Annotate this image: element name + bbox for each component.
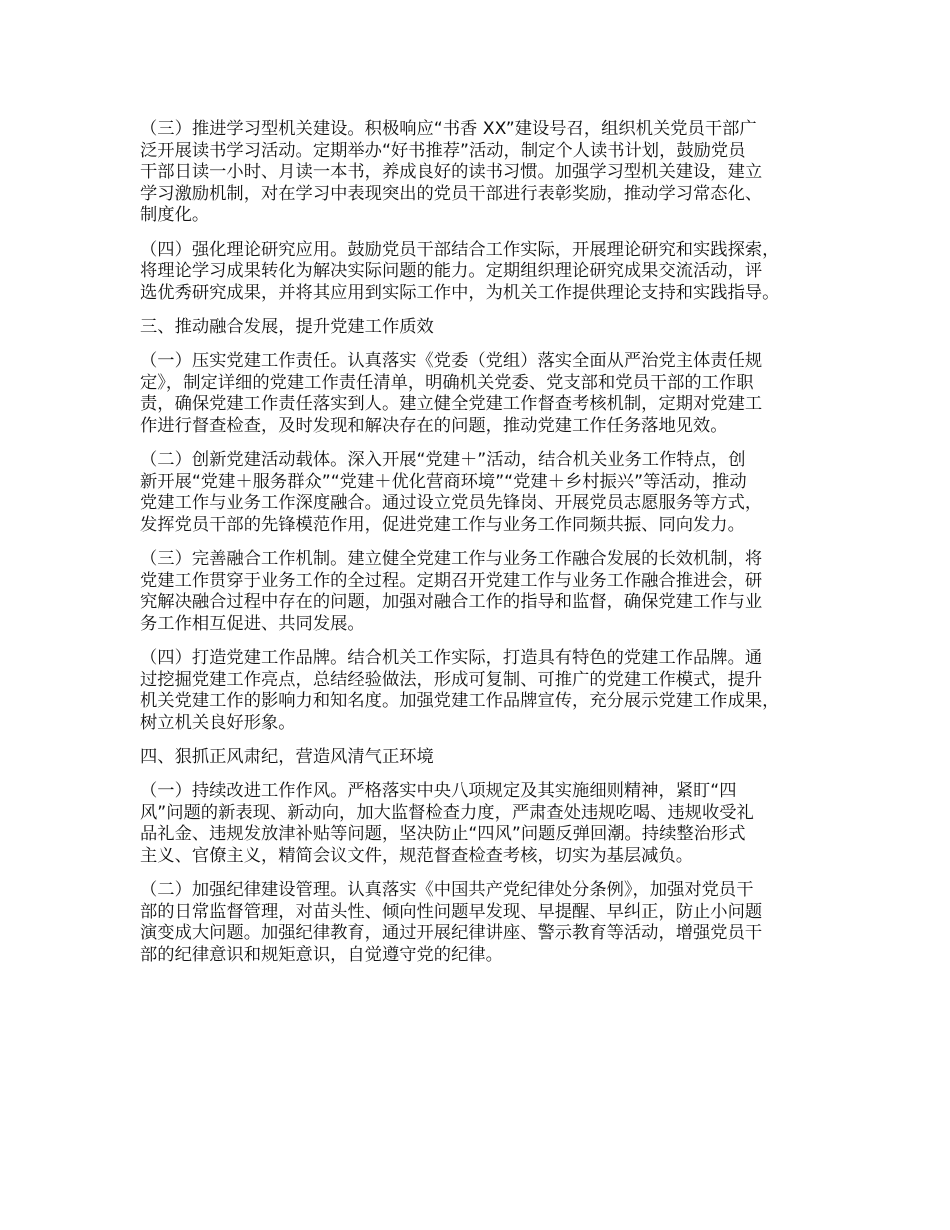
heading-text: 三、推动融合发展，提升党建工作质效 xyxy=(140,316,434,337)
text-line: 泛开展读书学习活动。定期举办“好书推荐”活动，制定个人读书计划，鼓励党员 xyxy=(140,140,746,161)
section-heading-discipline xyxy=(140,747,830,769)
text-line: 部的纪律意识和规矩意识，自觉遵守党的纪律。 xyxy=(140,944,503,965)
heading-text: 四、狠抓正风肃纪，营造风清气正环境 xyxy=(140,747,434,767)
paragraph-study-organization xyxy=(140,119,830,227)
text-line: 将理论学习成果转化为解决实际问题的能力。定期组织理论研究成果交流活动，评 xyxy=(140,261,763,282)
text-line: （三）推进学习型机关建设。积极响应“书香 XX”建设号召，组织机关党员干部广 xyxy=(140,119,757,139)
text-line: （三）完善融合工作机制。建立健全党建工作与业务工作融合发展的长效机制，将 xyxy=(140,549,763,570)
text-line: 干部日读一小时、月读一本书，养成良好的读书习惯。加强学习型机关建设，建立 xyxy=(140,162,763,183)
text-line: （四）强化理论研究应用。鼓励党员干部结合工作实际，开展理论研究和实践探索， xyxy=(140,239,780,260)
paragraph-activity-carriers xyxy=(140,450,830,536)
text-line: 部的日常监督管理，对苗头性、倾向性问题早发现、早提醒、早纠正，防止小问题 xyxy=(140,901,763,922)
text-line: 过挖掘党建工作亮点，总结经验做法，形成可复制、可推广的党建工作模式，提升 xyxy=(140,669,763,690)
text-line: 学习激励机制，对在学习中表现突出的党员干部进行表彰奖励，推动学习常态化、 xyxy=(140,183,763,204)
text-line: 机关党建工作的影响力和知名度。加强党建工作品牌宣传，充分展示党建工作成果， xyxy=(140,691,780,712)
text-line: 党建工作与业务工作深度融合。通过设立党员先锋岗、开展党员志愿服务等方式， xyxy=(140,493,763,514)
text-line: 品礼金、违规发放津补贴等问题，坚决防止“四风”问题反弹回潮。持续整治形式 xyxy=(140,824,746,845)
text-line: 党建工作贯穿于业务工作的全过程。定期召开党建工作与业务工作融合推进会，研 xyxy=(140,570,763,591)
paragraph-work-style xyxy=(140,781,830,867)
text-line: 新开展“党建＋服务群众”“党建＋优化营商环境”“党建＋乡村振兴”等活动，推动 xyxy=(140,471,747,492)
text-line: 务工作相互促进、共同发展。 xyxy=(140,613,365,634)
text-line: 树立机关良好形象。 xyxy=(140,712,296,733)
text-line: （一）持续改进工作作风。严格落实中央八项规定及其实施细则精神，紧盯“四 xyxy=(140,781,737,802)
text-line: 选优秀研究成果，并将其应用到实际工作中，为机关工作提供理论支持和实践指导。 xyxy=(140,282,780,303)
text-line: 演变成大问题。加强纪律教育，通过开展纪律讲座、警示教育等活动，增强党员干 xyxy=(140,923,763,944)
paragraph-discipline-management xyxy=(140,880,830,966)
text-line: 责，确保党建工作责任落实到人。建立健全党建工作督查考核机制，定期对党建工 xyxy=(140,394,763,415)
text-line: （四）打造党建工作品牌。结合机关工作实际，打造具有特色的党建工作品牌。通 xyxy=(140,648,763,669)
document-page xyxy=(140,119,830,979)
section-heading-integration xyxy=(140,317,830,339)
text-line: 风”问题的新表现、新动向，加大监督检查力度，严肃查处违规吃喝、违规收受礼 xyxy=(140,802,754,823)
paragraph-theory-research xyxy=(140,240,830,305)
text-line: 制度化。 xyxy=(140,205,210,226)
text-line: （一）压实党建工作责任。认真落实《党委（党组）落实全面从严治党主体责任规 xyxy=(140,351,763,372)
text-line: 发挥党员干部的先锋模范作用，促进党建工作与业务工作同频共振、同向发力。 xyxy=(140,514,745,535)
paragraph-brand-building xyxy=(140,648,830,734)
text-line: 主义、官僚主义，精简会议文件，规范督查检查考核，切实为基层减负。 xyxy=(140,845,694,866)
text-line: 定》，制定详细的党建工作责任清单，明确机关党委、党支部和党员干部的工作职 xyxy=(140,372,754,393)
text-line: （二）加强纪律建设管理。认真落实《中国共产党纪律处分条例》，加强对党员干 xyxy=(140,880,754,901)
text-line: 究解决融合过程中存在的问题，加强对融合工作的指导和监督，确保党建工作与业 xyxy=(140,592,763,613)
text-line: （二）创新党建活动载体。深入开展“党建＋”活动，结合机关业务工作特点，创 xyxy=(140,450,746,471)
text-line: 作进行督查检查，及时发现和解决存在的问题，推动党建工作任务落地见效。 xyxy=(140,415,728,436)
paragraph-integration-mechanism xyxy=(140,549,830,635)
paragraph-responsibility xyxy=(140,351,830,437)
